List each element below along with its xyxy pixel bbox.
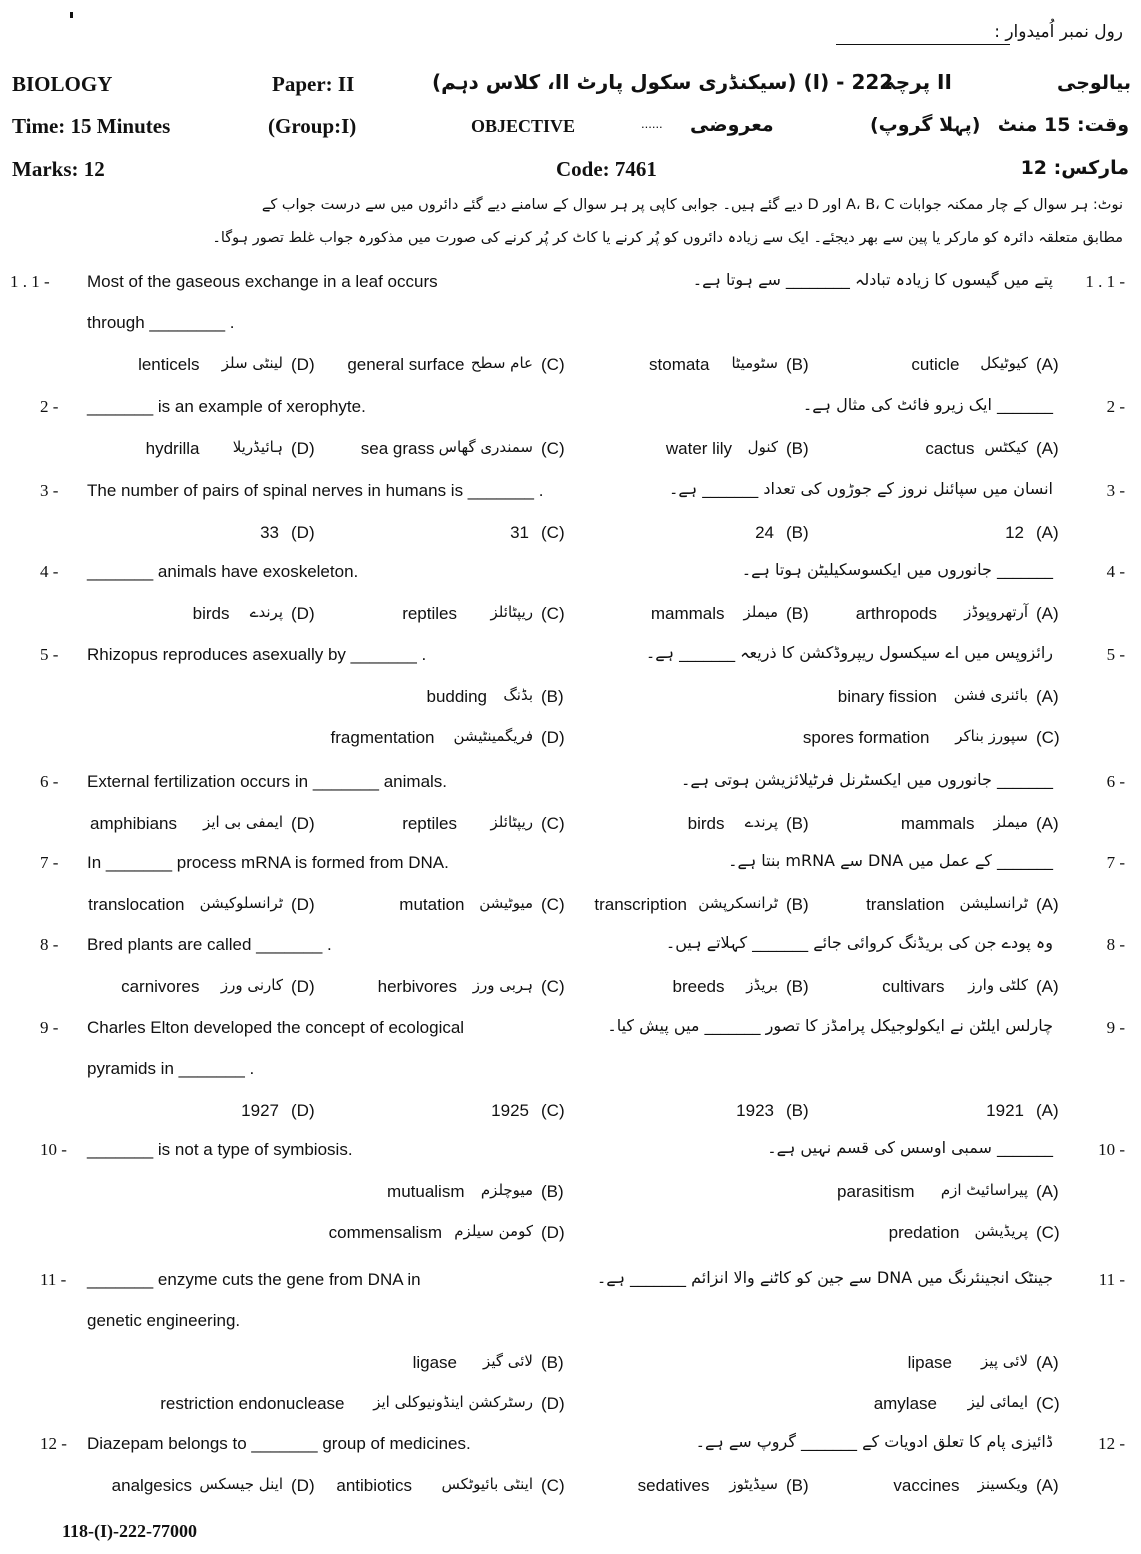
option-label-en[interactable]: stomata bbox=[649, 355, 710, 374]
option-label-en[interactable]: birds bbox=[687, 814, 725, 833]
option-label-en[interactable]: herbivores bbox=[377, 977, 457, 996]
option-label-en[interactable]: cuticle bbox=[911, 355, 960, 374]
question-text-ur: انسان میں سپائنل نروز کے جوڑوں کی تعداد _______ ہے۔ bbox=[669, 479, 1053, 498]
question-text-en-line-2: genetic engineering. bbox=[87, 1311, 241, 1330]
option-label-ur[interactable]: کومن سیلزم bbox=[454, 1222, 533, 1240]
question-text-en: In _______ process mRNA is formed from DNA. bbox=[87, 853, 449, 872]
option-label-en[interactable]: birds bbox=[192, 604, 230, 623]
option-key[interactable]: (D) bbox=[291, 355, 315, 374]
option-label-ur[interactable]: ایمائی لیز bbox=[967, 1393, 1028, 1411]
question-text-en-line-2: pyramids in _______ . bbox=[87, 1059, 255, 1078]
option-label-en[interactable]: water lily bbox=[665, 439, 732, 458]
option-label-en[interactable]: analgesics bbox=[111, 1476, 192, 1495]
question-number-ur: 2 - bbox=[1106, 397, 1125, 416]
option-label-en[interactable]: amylase bbox=[873, 1394, 937, 1413]
option-key[interactable]: (B) bbox=[786, 814, 809, 833]
question-number: 12 - bbox=[40, 1434, 67, 1453]
marks-en: Marks: 12 bbox=[12, 157, 105, 181]
option-label-en[interactable]: antibiotics bbox=[336, 1476, 412, 1495]
question-text-ur: وہ پودے جن کی بریڈنگ کروائی جائے _______ کہلاتے ہیں۔ bbox=[665, 933, 1053, 952]
option-key[interactable]: (B) bbox=[786, 1101, 809, 1120]
corner-dot bbox=[70, 12, 73, 18]
option-key[interactable]: (D) bbox=[291, 1476, 315, 1495]
roll-no-label: رول نمبر اُمیدوار : bbox=[994, 22, 1123, 42]
question-number-ur: 8 - bbox=[1106, 935, 1125, 954]
option-key[interactable]: (D) bbox=[291, 1101, 315, 1120]
option-key[interactable]: (A) bbox=[1036, 895, 1059, 914]
option-label-en[interactable]: reptiles bbox=[402, 604, 457, 623]
subject-en: BIOLOGY bbox=[12, 72, 113, 96]
option-label-ur[interactable]: میوٹیشن bbox=[479, 894, 533, 912]
question-text-en: Rhizopus reproduces asexually by _______ . bbox=[87, 645, 427, 664]
option-key[interactable]: (D) bbox=[291, 439, 315, 458]
option-label-en[interactable]: carnivores bbox=[121, 977, 200, 996]
question-number: 9 - bbox=[40, 1018, 59, 1037]
question-text-ur: _______ جانوروں میں ایکسٹرنل فرٹیلائزیشن ہوتی ہے۔ bbox=[680, 770, 1053, 789]
option-label-en[interactable]: amphibians bbox=[90, 814, 177, 833]
option-key[interactable]: (A) bbox=[1036, 1353, 1059, 1372]
option-label-ur[interactable]: کلٹی وارز bbox=[968, 976, 1028, 994]
paper-title-ur: 222 - (I) (سیکنڈری سکول پارٹ II، کلاس دہم) bbox=[432, 70, 894, 94]
option-label-en[interactable]: ligase bbox=[412, 1353, 457, 1372]
question-text-en: _______ is not a type of symbiosis. bbox=[87, 1140, 353, 1159]
instruction-note-line-2: مطابق متعلقہ دائرہ کو مارکر یا پین سے بھر دیجئے۔ ایک سے زیادہ دائروں کو پُر کرنے یا کاٹ کر پُر کرنے کی صورت میں مذکورہ جواب غلط تصور ہوگا۔ bbox=[212, 230, 1123, 246]
option-key[interactable]: (A) bbox=[1036, 523, 1059, 542]
option-label-ur[interactable]: ٹرانسلیشن bbox=[959, 894, 1028, 912]
question-number: 1 . 1 - bbox=[10, 272, 50, 291]
option-label-en[interactable]: 1921 bbox=[986, 1101, 1024, 1120]
question-number-ur: 7 - bbox=[1106, 853, 1125, 872]
option-key[interactable]: (A) bbox=[1036, 1476, 1059, 1495]
option-label-ur[interactable]: سمندری گھاس bbox=[438, 438, 533, 456]
option-label-en[interactable]: lipase bbox=[907, 1353, 952, 1372]
option-key[interactable]: (C) bbox=[541, 439, 565, 458]
option-key[interactable]: (C) bbox=[541, 523, 565, 542]
option-key[interactable]: (D) bbox=[291, 895, 315, 914]
question-text-en: Diazepam belongs to _______ group of medicines. bbox=[87, 1434, 471, 1453]
question-number-ur: 4 - bbox=[1106, 562, 1125, 581]
question-text-ur: چارلس ایلٹن نے ایکولوجیکل پرامڈز کا تصور _______ میں پیش کیا۔ bbox=[607, 1016, 1053, 1035]
question-text-en: _______ enzyme cuts the gene from DNA in bbox=[87, 1270, 421, 1289]
question-number-ur: 6 - bbox=[1106, 772, 1125, 791]
question-text-ur: ڈائیزی پام کا تعلق ادویات کے _______ گروپ سے ہے۔ bbox=[695, 1432, 1053, 1451]
instruction-note-line-1: نوٹ: ہر سوال کے چار ممکنہ جوابات A، B، C اور D دیے گئے ہیں۔ جوابی کاپی پر ہر سوال کے سامنے دیے گئے دائروں میں سے درست جواب کے bbox=[261, 197, 1123, 213]
option-label-ur[interactable]: فریگمینٹیشن bbox=[453, 727, 533, 745]
option-label-ur[interactable]: ریپٹائلز bbox=[490, 813, 533, 831]
option-key[interactable]: (A) bbox=[1036, 355, 1059, 374]
option-label-ur[interactable]: کیوٹیکل bbox=[980, 354, 1028, 372]
option-label-ur[interactable]: سپورز بناکر bbox=[955, 727, 1028, 745]
paper-code: Code: 7461 bbox=[556, 157, 657, 181]
option-label-en[interactable]: translation bbox=[866, 895, 945, 914]
option-label-en[interactable]: transcription bbox=[594, 895, 687, 914]
option-label-en[interactable]: 31 bbox=[510, 523, 529, 542]
question-number: 10 - bbox=[40, 1140, 67, 1159]
question-number: 11 - bbox=[40, 1270, 67, 1289]
question-number: 5 - bbox=[40, 645, 59, 664]
option-key[interactable]: (C) bbox=[541, 604, 565, 623]
option-key[interactable]: (A) bbox=[1036, 439, 1059, 458]
option-label-ur[interactable]: میوچلزم bbox=[480, 1181, 533, 1199]
option-key[interactable]: (A) bbox=[1036, 814, 1059, 833]
option-label-ur[interactable]: ہربی ورز bbox=[472, 976, 533, 994]
objective-en: OBJECTIVE bbox=[471, 116, 576, 136]
subject-ur: بیالوجی bbox=[1057, 72, 1131, 94]
option-key[interactable]: (C) bbox=[1036, 728, 1060, 747]
option-key[interactable]: (C) bbox=[541, 895, 565, 914]
option-label-en[interactable]: 1927 bbox=[241, 1101, 279, 1120]
marks-ur: مارکس: 12 bbox=[1020, 157, 1129, 179]
option-label-ur[interactable]: لائی پیز bbox=[981, 1352, 1028, 1370]
option-label-en[interactable]: 12 bbox=[1005, 523, 1024, 542]
option-label-ur[interactable]: کارنی ورز bbox=[220, 976, 283, 994]
option-label-en[interactable]: binary fission bbox=[837, 687, 937, 706]
option-label-ur[interactable]: ٹرانسلوکیشن bbox=[199, 894, 283, 912]
option-key[interactable]: (C) bbox=[541, 1101, 565, 1120]
option-label-en[interactable]: parasitism bbox=[837, 1182, 915, 1201]
option-label-ur[interactable]: ریپٹائلز bbox=[490, 603, 533, 621]
question-text-ur: _______ کے عمل میں DNA سے mRNA بنتا ہے۔ bbox=[728, 851, 1053, 870]
question-text-en: The number of pairs of spinal nerves in humans is _______ . bbox=[87, 481, 544, 500]
option-key[interactable]: (D) bbox=[541, 1394, 565, 1413]
option-key[interactable]: (D) bbox=[291, 604, 315, 623]
option-label-ur[interactable]: کیکٹس bbox=[984, 438, 1028, 456]
option-key[interactable]: (D) bbox=[291, 814, 315, 833]
question-text-en: Bred plants are called _______ . bbox=[87, 935, 332, 954]
option-label-ur[interactable]: سٹومیٹا bbox=[731, 354, 778, 372]
question-text-en: Charles Elton developed the concept of ecological bbox=[87, 1018, 465, 1037]
option-label-ur[interactable]: اینل جیسکس bbox=[199, 1475, 283, 1493]
option-key[interactable]: (A) bbox=[1036, 687, 1059, 706]
question-text-en: _______ animals have exoskeleton. bbox=[87, 562, 359, 581]
option-label-en[interactable]: lenticels bbox=[138, 355, 200, 374]
roll-no-underline[interactable] bbox=[836, 44, 1010, 45]
option-key[interactable]: (C) bbox=[541, 977, 565, 996]
option-key[interactable]: (C) bbox=[541, 814, 565, 833]
option-label-ur[interactable]: میملز bbox=[993, 813, 1028, 831]
option-key[interactable]: (D) bbox=[541, 1223, 565, 1242]
option-key[interactable]: (A) bbox=[1036, 1182, 1059, 1201]
question-number: 8 - bbox=[40, 935, 59, 954]
option-label-ur[interactable]: پرندے bbox=[249, 603, 283, 621]
time-en: Time: 15 Minutes bbox=[12, 114, 171, 138]
option-key[interactable]: (B) bbox=[541, 1353, 564, 1372]
option-label-en[interactable]: mutualism bbox=[387, 1182, 465, 1201]
option-label-en[interactable]: predation bbox=[888, 1223, 960, 1242]
option-label-ur[interactable]: ہائیڈریلا bbox=[232, 438, 283, 456]
option-label-ur[interactable]: ایمفی بی ایز bbox=[203, 813, 283, 831]
question-number-ur: 3 - bbox=[1106, 481, 1125, 500]
option-key[interactable]: (B) bbox=[541, 687, 564, 706]
question-text-ur: جینٹک انجینئرنگ میں DNA سے جین کو کاٹنے والا انزائم _______ ہے۔ bbox=[596, 1268, 1053, 1287]
option-label-ur[interactable]: ویکسینز bbox=[977, 1475, 1028, 1493]
option-label-ur[interactable]: رسٹرکشن اینڈونیوکلی ایز bbox=[373, 1393, 533, 1411]
option-label-en[interactable]: general surface bbox=[347, 355, 465, 374]
option-key[interactable]: (D) bbox=[291, 977, 315, 996]
question-text-ur: رائزوپس میں اے سیکسول ریپروڈکشن کا ذریعہ _______ ہے۔ bbox=[645, 643, 1053, 662]
option-key[interactable]: (C) bbox=[1036, 1223, 1060, 1242]
option-key[interactable]: (C) bbox=[541, 355, 565, 374]
option-label-en[interactable]: cultivars bbox=[882, 977, 945, 996]
option-label-ur[interactable]: لینٹی سلز bbox=[221, 354, 283, 372]
option-key[interactable]: (A) bbox=[1036, 977, 1059, 996]
option-key[interactable]: (B) bbox=[786, 523, 809, 542]
question-number-ur: 10 - bbox=[1098, 1140, 1125, 1159]
option-key[interactable]: (D) bbox=[541, 728, 565, 747]
option-label-en[interactable]: mammals bbox=[650, 604, 725, 623]
question-number-ur: 12 - bbox=[1098, 1434, 1125, 1453]
option-label-ur[interactable]: پریڈیشن bbox=[974, 1222, 1028, 1240]
option-label-en[interactable]: arthropods bbox=[855, 604, 937, 623]
option-label-en[interactable]: 24 bbox=[755, 523, 774, 542]
question-number-ur: 9 - bbox=[1106, 1018, 1125, 1037]
footer-code: 118-(I)-222-77000 bbox=[62, 1521, 197, 1541]
option-label-en[interactable]: spores formation bbox=[802, 728, 930, 747]
question-text-en: _______ is an example of xerophyte. bbox=[87, 397, 366, 416]
question-text-en: Most of the gaseous exchange in a leaf occurs bbox=[87, 272, 438, 291]
option-label-en[interactable]: vaccines bbox=[893, 1476, 960, 1495]
option-label-en[interactable]: restriction endonuclease bbox=[160, 1394, 345, 1413]
time-ur: وقت: 15 منٹ bbox=[997, 114, 1129, 136]
option-label-ur[interactable]: بڈنگ bbox=[503, 686, 533, 704]
option-key[interactable]: (B) bbox=[786, 439, 809, 458]
option-key[interactable]: (C) bbox=[541, 1476, 565, 1495]
question-number-ur: 1 . 1 - bbox=[1085, 272, 1125, 291]
option-label-en[interactable]: hydrilla bbox=[145, 439, 200, 458]
option-key[interactable]: (A) bbox=[1036, 1101, 1059, 1120]
question-number: 4 - bbox=[40, 562, 59, 581]
question-number: 6 - bbox=[40, 772, 59, 791]
option-label-en[interactable]: breeds bbox=[672, 977, 725, 996]
option-key[interactable]: (A) bbox=[1036, 604, 1059, 623]
question-text-ur: _______ جانوروں میں ایکسوسکیلیٹن ہوتا ہے۔ bbox=[741, 560, 1053, 579]
option-label-en[interactable]: mammals bbox=[900, 814, 975, 833]
option-label-ur[interactable]: آرتھروپوڈز bbox=[964, 603, 1028, 621]
question-text-en: External fertilization occurs in _______ animals. bbox=[87, 772, 448, 791]
question-number: 3 - bbox=[40, 481, 59, 500]
group-en: (Group:I) bbox=[268, 114, 357, 138]
option-label-ur[interactable]: کنول bbox=[747, 438, 778, 456]
question-text-ur: _______ سمبی اوسس کی قسم نہیں ہے۔ bbox=[767, 1138, 1053, 1157]
option-key[interactable]: (B) bbox=[786, 604, 809, 623]
paper-en: Paper: II bbox=[272, 72, 355, 96]
option-label-en[interactable]: commensalism bbox=[328, 1223, 442, 1242]
option-label-en[interactable]: translocation bbox=[88, 895, 185, 914]
question-text-ur: _______ ایک زیرو فائٹ کی مثال ہے۔ bbox=[802, 395, 1053, 414]
option-label-ur[interactable]: اینٹی بائیوٹکس bbox=[441, 1475, 533, 1493]
option-label-ur[interactable]: عام سطح bbox=[470, 354, 533, 372]
question-text-en-line-2: through ________ . bbox=[87, 313, 235, 332]
option-label-ur[interactable]: سیڈیٹوز bbox=[729, 1475, 778, 1493]
question-number: 2 - bbox=[40, 397, 59, 416]
option-label-ur[interactable]: بائنری فشن bbox=[953, 686, 1028, 704]
option-key[interactable]: (B) bbox=[786, 1476, 809, 1495]
option-label-en[interactable]: 1925 bbox=[491, 1101, 529, 1120]
question-number-ur: 11 - bbox=[1098, 1270, 1125, 1289]
option-label-en[interactable]: reptiles bbox=[402, 814, 457, 833]
option-label-ur[interactable]: لائی گیز bbox=[483, 1352, 533, 1370]
option-label-ur[interactable]: پرندے bbox=[744, 813, 778, 831]
option-key[interactable]: (B) bbox=[786, 977, 809, 996]
option-label-ur[interactable]: میملز bbox=[743, 603, 778, 621]
question-number: 7 - bbox=[40, 853, 59, 872]
question-number-ur: 5 - bbox=[1106, 645, 1125, 664]
question-text-ur: پتے میں گیسوں کا زیادہ تبادلہ ________ سے ہوتا ہے۔ bbox=[692, 270, 1053, 289]
group-ur: (پہلا گروپ) bbox=[870, 114, 981, 136]
option-label-en[interactable]: sea grass bbox=[360, 439, 435, 458]
option-key[interactable]: (B) bbox=[541, 1182, 564, 1201]
option-label-en[interactable]: mutation bbox=[399, 895, 465, 914]
option-label-en[interactable]: cactus bbox=[925, 439, 975, 458]
option-key[interactable]: (B) bbox=[786, 895, 809, 914]
option-key[interactable]: (D) bbox=[291, 523, 315, 542]
dots-separator: ...... bbox=[641, 116, 663, 131]
option-label-ur[interactable]: ٹرانسکرپشن bbox=[698, 894, 778, 912]
option-key[interactable]: (C) bbox=[1036, 1394, 1060, 1413]
option-label-en[interactable]: fragmentation bbox=[330, 728, 435, 747]
option-key[interactable]: (B) bbox=[786, 355, 809, 374]
option-label-en[interactable]: sedatives bbox=[637, 1476, 710, 1495]
option-label-en[interactable]: 33 bbox=[260, 523, 279, 542]
paper-number-ur: II پرچہ bbox=[884, 70, 952, 94]
option-label-ur[interactable]: پیراسائیٹ ازم bbox=[940, 1181, 1028, 1199]
option-label-ur[interactable]: بریڈز bbox=[746, 976, 778, 994]
option-label-en[interactable]: budding bbox=[426, 687, 487, 706]
option-label-en[interactable]: 1923 bbox=[736, 1101, 774, 1120]
objective-ur: معروضی bbox=[690, 114, 774, 136]
